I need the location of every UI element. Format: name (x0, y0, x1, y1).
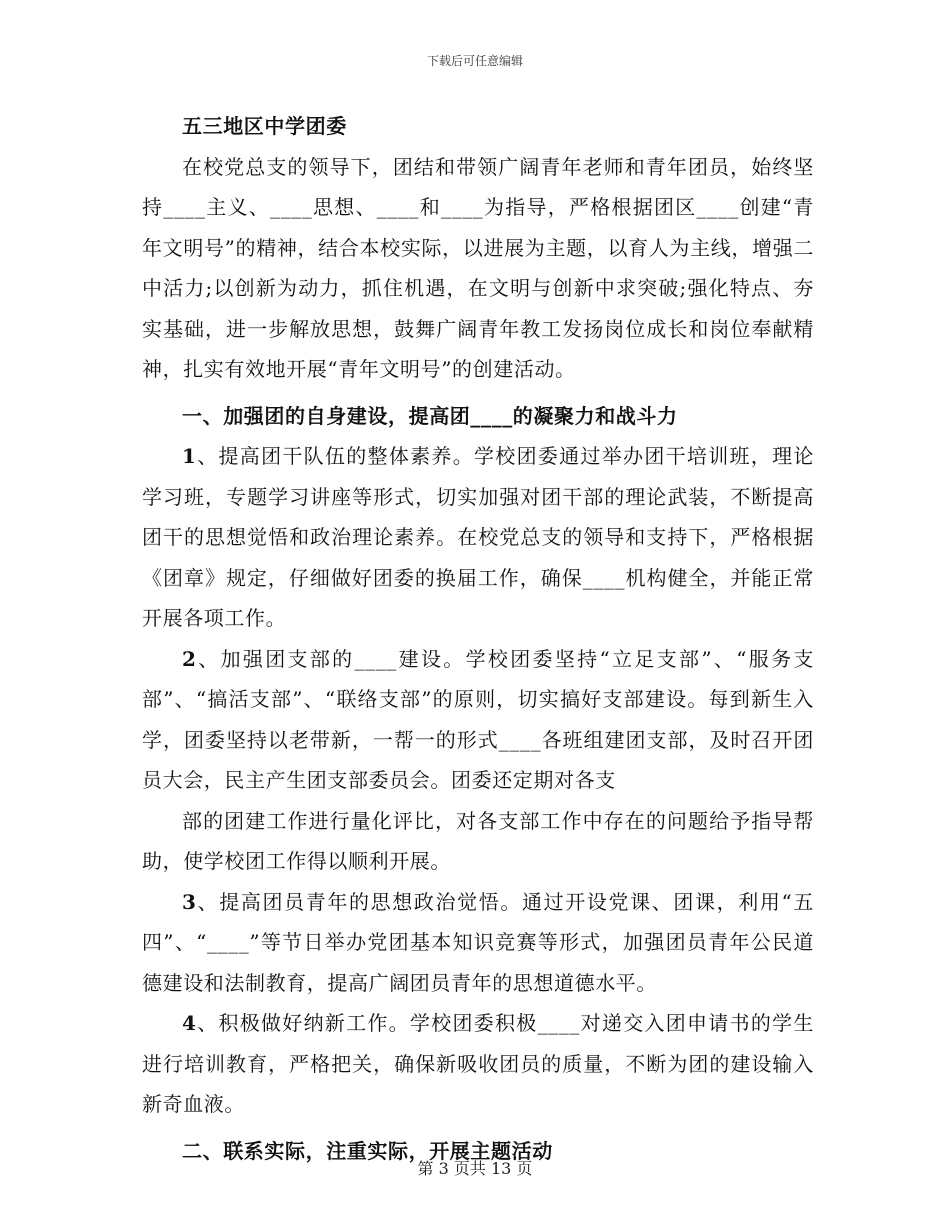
document-title: 五三地区中学团委 (182, 114, 347, 138)
item-3-text: 、提高团员青年的思想政治觉悟。通过开设党课、团课，利用“五四”、“____”等节日举办党团基本知识竞赛等形式，加强团员青年公民道德建设和法制教育，提高广阔团员青年的思想道德水平。 (142, 889, 814, 995)
item-1-text: 、提高团干队伍的整体素养。学校团委通过举办团干培训班，理论学习班，专题学习讲座等形式，切实加强对团干部的理论武装，不断提高团干的思想觉悟和政治理论素养。在校党总支的领导和支持下，严格根据《团章》规定，仔细做好团委的换届工作，确保____机构健全，并能正常开展各项工作。 (142, 444, 814, 630)
intro-paragraph: 在校党总支的领导下，团结和带领广阔青年老师和青年团员，始终坚持____主义、____思想、____和____为指导，严格根据团区____创建“青年文明号”的精神，结合本校实际，以进展为主题，以育人为主线，增强二中活力;以创新为动力，抓住机遇，在文明与创新中求突破;强化特点、夯实基础，进一步解放思想，鼓舞广阔青年教工发扬岗位成长和岗位奉献精神，扎实有效地开展“青年文明号”的创建活动。 (142, 154, 814, 381)
page-header: 下载后可任意编辑 (426, 54, 523, 68)
item-2-paragraph (142, 639, 814, 801)
item-3-number: 3 (182, 889, 197, 914)
item-2-number: 2 (182, 646, 197, 671)
section-2-heading: 二、联系实际，注重实际，开展主题活动 (182, 1138, 553, 1163)
item-1-number: 1 (182, 444, 197, 468)
section-1-heading: 一、加强团的自身建设，提高团____的凝聚力和战斗力 (182, 403, 678, 428)
item-2-text: 、加强团支部的____建设。学校团委坚持“立足支部”、“服务支部”、“搞活支部”、“联络支部”的原则，切实搞好支部建设。每到新生入学，团委坚持以老带新，一帮一的形式____各班组建团支部，及时召开团员大会，民主产生团支部委员会。团委还定期对各支 (142, 646, 814, 792)
item-4-paragraph (142, 1003, 814, 1125)
item-2-continuation: 部的团建工作进行量化评比，对各支部工作中存在的问题给予指导帮助，使学校团工作得以顺利开展。 (142, 808, 814, 873)
item-4-text: 、积极做好纳新工作。学校团委积极____对递交入团申请书的学生进行培训教育，严格把关，确保新吸收团员的质量，不断为团的建设输入新奇血液。 (142, 1011, 814, 1116)
item-4-number: 4 (182, 1011, 197, 1035)
page-footer: 第 3 页共 13 页 (417, 1159, 533, 1178)
document-body (142, 106, 814, 1171)
item-1-paragraph (142, 436, 814, 639)
item-3-paragraph (142, 882, 814, 1004)
